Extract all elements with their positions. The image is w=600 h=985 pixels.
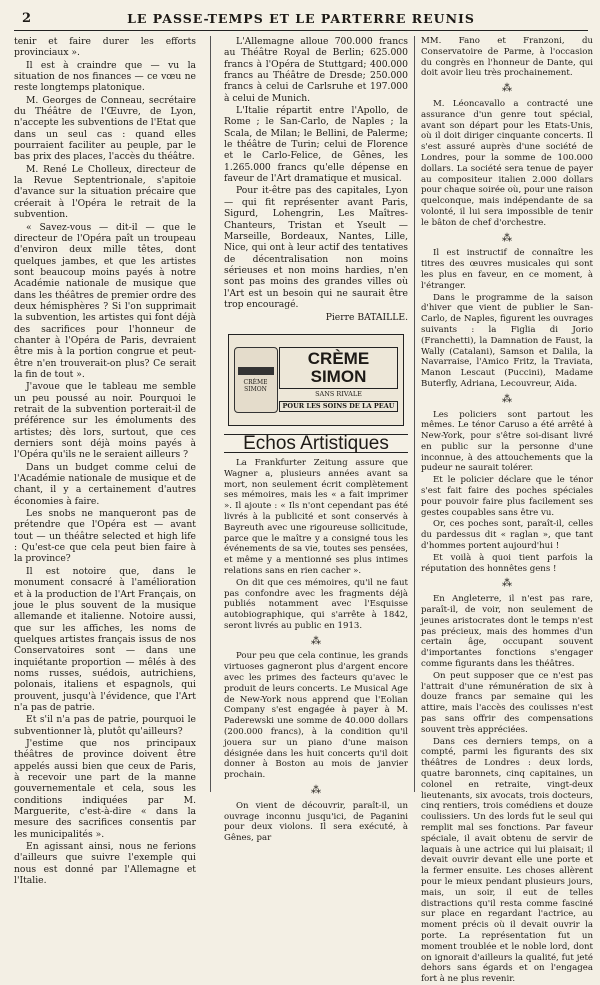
column-divider [414,36,415,792]
page-header [14,8,588,31]
paragraph: Pour peu que cela continue, les grands virtuoses gagneront plus d'argent encore avec les primes des facteurs qu'avec le produit de leurs concerts. Le Musical Age de New-York nous apprend que l'Eolian Company s'est engagée à payer à M. Paderewski une somme de 40.000 dollars (200.000 francs), à la condition qu'il jouera sur un piano d'une maison désignée dans les huit concerts qu'il doit donner à Boston au mois de janvier prochain. [224,651,408,781]
ad-bottom-line: POUR LES SOINS DE LA PEAU [279,401,399,412]
paragraph: On dit que ces mémoires, qu'il ne faut pas confondre avec les fragments déjà publiés notamment avec l'Esquisse autobiographique, qui s'arrête à 1842, seront livrés au public en 1913. [224,577,408,631]
ad-brand-bottom: SIMON [310,367,367,387]
separator-asterism: ⁂ [502,83,512,95]
column-divider [210,36,211,792]
column-1 [14,36,196,887]
paragraph: En agissant ainsi, nous ne ferions d'ailleurs que suivre l'exemple qui nous est donné par l'Allemagne et l'Italie. [14,841,196,887]
paragraph: L'Italie répartit entre l'Apollo, de Rome ; le San-Carlo, de Naples ; la Scala, de Milan; le Bellini, de Palerme; le théâtre de Turin; celui de Florence et le Carlo-Felice, de Gênes, les 1.265.000 francs qu'elle dépense en faveur de l'Art dramatique et musical. [224,105,408,185]
cream-jar-illustration [234,347,278,413]
paragraph: Et s'il n'a pas de patrie, pourquoi le subventionner là, plutôt qu'ailleurs? [14,714,196,737]
separator-asterism: ⁂ [311,785,321,797]
paragraph: Dans le programme de la saison d'hiver que vient de publier le San-Carlo, de Naples, figurent les ouvrages suivants : la Figlia di Jorio (Franchetti), la Damnation de Faust, la Wally (Catalani), Samson et Dalila, la Navarraise, l'Amico Fritz, la Traviata, Manon Lescaut (Puccini), Madame Buterfly, Adriana, Lecouvreur, Aida. [421,292,593,389]
paragraph: J'avoue que le tableau me semble un peu poussé au noir. Pourquoi le retrait de la subvention porterait-il de préférence sur les émoluments des artistes; dès lors, surtout, que ces derniers sont déjà moins payés à l'Opéra qu'ils ne le seraient ailleurs ? [14,381,196,461]
paragraph: On peut supposer que ce n'est pas l'attrait d'une rémunération de six à douze francs par semaine qui les attire, mais l'accès des coulisses n'est pas sans offrir des compensations souvent très appréciées. [421,670,593,735]
jar-lid [238,367,274,375]
paragraph: Et voilà à quoi tient parfois la réputation des honnêtes gens ! [421,552,593,574]
jar-label: CRÈME SIMON [243,378,268,393]
section-title: Echos Artistiques [224,434,408,453]
author-signature: Pierre BATAILLE. [325,312,408,324]
paragraph: En Angleterre, il n'est pas rare, paraît-il, de voir, non seulement de jeunes aristocrates dont le temps n'est pas précieux, mais des hommes d'un certain âge, occupant souvent d'importantes fonctions s'engager comme figurants dans les théâtres. [421,594,593,670]
creme-simon-advertisement [228,334,404,426]
ad-tagline: SANS RIVALE [315,390,362,399]
paragraph: Il est à craindre que — vu la situation de nos finances — ce vœu ne reste longtemps platonique. [14,59,196,94]
paragraph: J'estime que nos principaux théâtres de province doivent être appelés aussi bien que ceux de Paris, à recevoir une part de la manne gouvernementale et cela, sous les conditions indiquées par M. Marguerite, c'est-à-dire « dans la mesure des sacrifices consentis par les municipalités ». [14,737,196,840]
separator-asterism: ⁂ [502,393,512,405]
paragraph: Et le policier déclare que le ténor s'est fait faire des poches spéciales pour pouvoir faire plus facilement ses gestes coupables sans être vu. [421,475,593,518]
ad-brand [279,347,399,389]
paragraph: Les snobs ne manqueront pas de prétendre que l'Opéra est — avant tout — un théâtre selected et high life : Qu'est-ce que cela peut bien faire à la province? [14,508,196,565]
paragraph: On vient de découvrir, paraît-il, un ouvrage inconnu jusqu'ici, de Paganini pour deux violons. Il sera exécuté, à Gênes, par [224,800,408,844]
paragraph: L'Allemagne alloue 700.000 francs au Théâtre Royal de Berlin; 625.000 francs à l'Opéra de Stuttgard; 400.000 francs au Théâtre de Dresde; 250.000 francs à celui de Carlsruhe et 197.000 à celui de Munich. [224,36,408,104]
paragraph: Il est instructif de connaître les titres des œuvres musicales qui sont les plus en faveur, en ce moment, à l'étranger. [421,248,593,291]
newspaper-title: LE PASSE-TEMPS ET LE PARTERRE REUNIS [127,11,475,26]
paragraph: « Savez-vous — dit-il — que le directeur de l'Opéra paît un troupeau d'environ deux mille têtes, dont quelques jambes, et que les artistes sont beaucoup moins payés à notre Académie nationale de musique que dans les théâtres de premier ordre des deux hémisphères ? Si l'on supprimait la subvention, les artistes qui font déjà des sacrifices pour l'honneur de chanter à l'Opéra de Paris, devraient être mis à la portion congrue et peut-être n'en trouverait-on plus? Ce serait la fin de tout ». [14,221,196,380]
paragraph: M. René Le Cholleux, directeur de la Revue Septentrionale, s'apitoie d'avance sur la situation précaire que créerait à l'Opéra le retrait de la subvention. [14,163,196,221]
paragraph: M. Léoncavallo a contracté une assurance d'un genre tout spécial, avant son départ pour les Etats-Unis, où il doit diriger cinquante concerts. Il s'est assuré auprès d'une société de Londres, pour la somme de 100.000 dollars. La société sera tenue de payer au compositeur italien 2.000 dollars pour chaque soirée où, pour une raison quelconque, mais indépendante de sa volonté, il lui sera impossible de tenir le bâton de chef d'orchestre. [421,98,593,228]
paragraph: Pour it-être pas des capitales, Lyon — qui fit représenter avant Paris, Sigurd, Lohengrin, Les Maîtres-Chanteurs, Tristan et Yseult — Marseille, Bordeaux, Nantes, Lille, Nice, qui ont à leur actif des tentatives de décentralisation non moins sérieuses et non moins hardies, n'en sont pas moins des grandes villes où l'Art est un besoin qui ne saurait être trop encouragé. [224,185,408,310]
paragraph: Les policiers sont partout les mêmes. Le ténor Caruso a été arrêté à New-York, pour s'être soi-disant livré en public sur la personne d'une inconnue, à des attouchements que la pudeur ne saurait tolérer. [421,409,593,474]
paragraph: Il est notoire que, dans le monument consacré à l'amélioration et à la production de l'Art Français, on joue le plus souvent de la musique allemande et italienne. Notoire aussi, que sur les affiches, les noms de quelques artistes français issus de nos Conservatoires sont — dans une inquiétante proportion — mêlés à des noms russes, suédois, autrichiens, polonais, italiens et espagnols, qui prouvent, jusqu'à l'évidence, que l'Art n'a pas de patrie. [14,565,196,713]
ad-text-block [279,347,399,411]
separator-asterism: ⁂ [502,578,512,590]
paragraph: La Frankfurter Zeitung assure que Wagner a, plusieurs années avant sa mort, non seulement écrit complètement ses mémoires, mais les « a fait imprimer ». Il ajoute : « Ils n'ont cependant pas été livrés à la publicité et sont conservés à Bayreuth avec une rigoureuse sollicitude, parce que le maître y a consigné tous les événements de sa vie, toutes ses pensées, et même y a mentionné ses plus intimes relations sans en rien cacher ». [224,457,408,576]
paragraph: MM. Fano et Franzoni, du Conservatoire de Parme, à l'occasion du congrès en l'honneur de Dante, qui doit avoir lieu très prochainement. [421,36,593,79]
page-number: 2 [22,11,32,26]
paragraph: Dans ces derniers temps, on a compté, parmi les figurants des six théâtres de Londres : deux lords, quatre baronnets, cinq capitaines, un colonel en retraite, vingt-deux lieutenants, six avocats, trois docteurs, cinq rentiers, trois comédiens et douze coulissiers. Un des lords fut le seul qui remplit mal ses fonctions. Par faveur spéciale, il avait obtenu de servir de laquais à une actrice qui lui plaisait; il devait ouvrir devant elle une porte et la fermer ensuite. Les choses allèrent pour le mieux pendant plusieurs jours, mais, un soir, il eut de telles distractions qu'il resta comme fasciné sur place en regardant l'actrice, au moment précis où il devait ouvrir la porte. La représentation fut un moment troublée et le noble lord, dont on ignorait d'ailleurs la qualité, fut jeté dehors sans égards et on l'engagea fort à ne plus revenir. [421,736,593,985]
separator-asterism: ⁂ [311,635,321,647]
paragraph: Dans un budget comme celui de l'Académie nationale de musique et de chant, il y a certainement d'autres économies à faire. [14,461,196,507]
column-2 [224,36,408,844]
paragraph: M. Georges de Conneau, secrétaire du Théâtre de l'Œuvre, de Lyon, n'accepte les subventions de l'Etat que dans un seul cas : quand elles pourraient faciliter au peuple, par le bas prix des places, l'accès du théâtre. [14,94,196,163]
column-3 [421,36,593,985]
paragraph: Or, ces poches sont, paraît-il, celles du pardessus dit « raglan », que tant d'hommes portent aujourd'hui ! [421,519,593,552]
ad-brand-top: CRÈME [307,349,370,369]
paragraph: tenir et faire durer les efforts provinciaux ». [14,36,196,59]
separator-asterism: ⁂ [502,232,512,244]
